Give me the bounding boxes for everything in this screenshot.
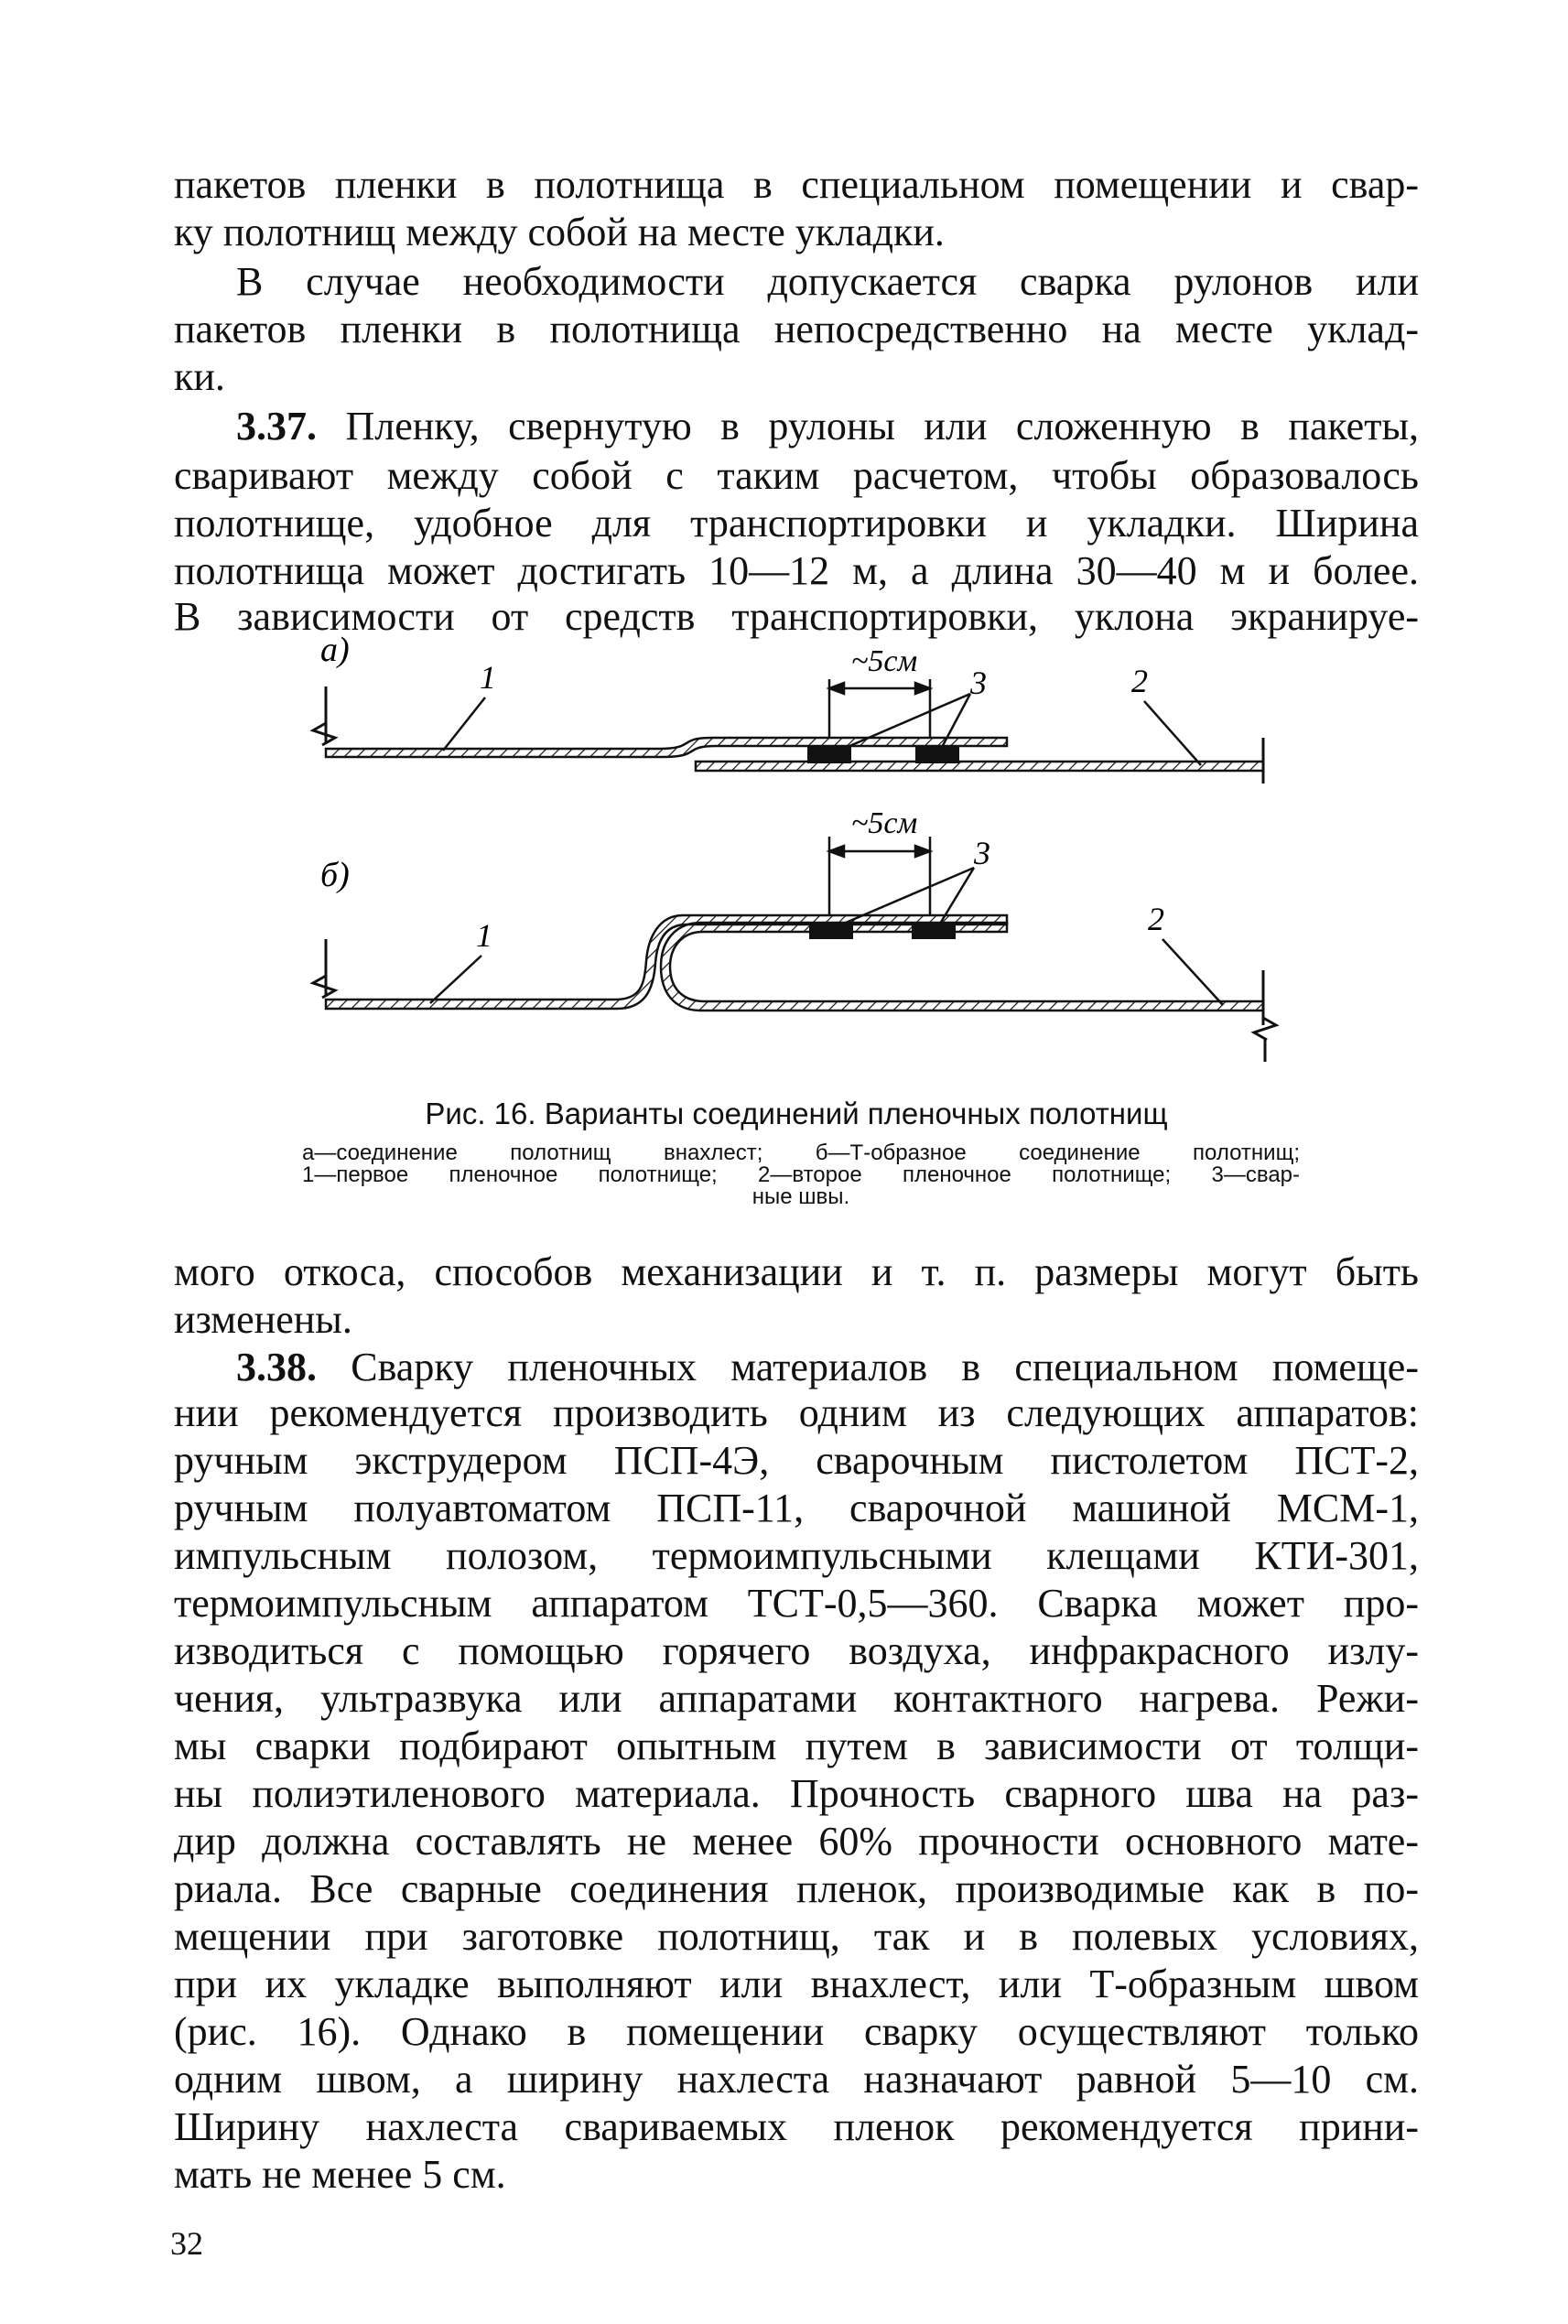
page-number: 32 xyxy=(170,2225,203,2262)
label-b: б) xyxy=(320,856,350,894)
callout-3-b: 3 xyxy=(974,835,990,871)
body-text: Пленку, свернутую в рулоны или сложенную в пакеты, xyxy=(345,404,1420,449)
film-2-a xyxy=(696,762,1263,771)
callout-1-a: 1 xyxy=(480,659,496,696)
weld-seam-b-1 xyxy=(809,923,853,939)
body-line: Ширину нахлеста свариваемых пленок рекомендуется прини- xyxy=(174,2104,1419,2149)
body-line: В случае необходимости допускается сварка рулонов или xyxy=(236,259,1419,304)
paragraph-338-first-line xyxy=(236,1344,1419,1391)
body-line: при их укладке выполняют или внахлест, или Т-образным швом xyxy=(174,1962,1419,2006)
break-mark-right-b xyxy=(1254,970,1276,1062)
callout-2-a: 2 xyxy=(1131,663,1148,699)
body-line: мещении при заготовке полотнищ, так и в полевых условиях, xyxy=(174,1914,1419,1959)
body-line: изводиться с помощью горячего воздуха, инфракрасного излу- xyxy=(174,1628,1419,1673)
label-a: а) xyxy=(320,631,350,669)
break-mark-left-b xyxy=(313,939,335,998)
film-2-b xyxy=(661,923,1263,1011)
body-line: ручным полуавтоматом ПСП-11, сварочной машиной МСМ-1, xyxy=(174,1486,1419,1530)
body-line: импульсным полозом, термоимпульсными клещами КТИ-301, xyxy=(174,1533,1419,1578)
body-line: полотнища может достигать 10—12 м, а длина 30—40 м и более. xyxy=(174,548,1419,593)
dimension-5cm-b xyxy=(829,837,930,915)
body-line: сваривают между собой с таким расчетом, чтобы образовалось xyxy=(174,453,1419,498)
body-line: дир должна составлять не менее 60% прочности основного мате- xyxy=(174,1819,1419,1864)
body-line: (рис. 16). Однако в помещении сварку осуществляют только xyxy=(174,2009,1419,2054)
body-line: пакетов пленки в полотнища непосредственно на месте уклад- xyxy=(174,307,1419,351)
weld-seam-a-2 xyxy=(915,745,959,763)
body-line: одним швом, а ширину нахлеста назначают равной 5—10 см. xyxy=(174,2057,1419,2102)
body-line: риала. Все сварные соединения пленок, производимые как в по- xyxy=(174,1866,1419,1911)
callout-2-b: 2 xyxy=(1148,901,1164,937)
dimension-label-a: ~5см xyxy=(851,644,918,678)
body-line: мого откоса, способов механизации и т. п. размеры могут быть xyxy=(174,1249,1419,1294)
weld-seam-b-2 xyxy=(912,923,956,939)
film-1-a xyxy=(326,738,1007,757)
body-line: термоимпульсным аппаратом ТСТ-0,5—360. Сварка может про- xyxy=(174,1581,1419,1626)
body-line: ку полотнищ между собой на месте укладки. xyxy=(174,210,945,254)
figure-16-diagram xyxy=(302,622,1318,1098)
body-line: В зависимости от средств транспортировки, уклона экранируе- xyxy=(174,594,1419,639)
figure-caption-line: 1—первое пленочное полотнище; 2—второе пленочное полотнище; 3—свар- xyxy=(302,1162,1300,1187)
body-line: пакетов пленки в полотнища в специальном помещении и свар- xyxy=(174,162,1419,207)
callout-1-b: 1 xyxy=(476,917,492,954)
figure-caption-line: а—соединение полотнищ внахлест; б—Т-образное соединение полотнищ; xyxy=(302,1140,1300,1165)
body-line: ны полиэтиленового материала. Прочность сварного шва на раз- xyxy=(174,1771,1419,1816)
dimension-5cm-a xyxy=(829,679,930,738)
dimension-label-b: ~5см xyxy=(851,806,918,840)
body-line: чения, ультразвука или аппаратами контактного нагрева. Режи- xyxy=(174,1676,1419,1721)
body-line: мы сварки подбирают опытным путем в зависимости от толщи- xyxy=(174,1724,1419,1768)
body-line: ки. xyxy=(174,354,225,399)
body-line: полотнище, удобное для транспортировки и укладки. Ширина xyxy=(174,501,1419,546)
callout-3-a: 3 xyxy=(970,665,987,701)
body-line: нии рекомендуется производить одним из следующих аппаратов: xyxy=(174,1390,1419,1435)
paragraph-number: 3.37. xyxy=(236,404,317,449)
body-text: Сварку пленочных материалов в специальном помеще- xyxy=(351,1345,1419,1389)
body-line: изменены. xyxy=(174,1297,352,1342)
figure-caption-line: ные швы. xyxy=(752,1184,850,1209)
figure-caption-title: Рис. 16. Варианты соединений пленочных полотнищ xyxy=(425,1097,1168,1130)
body-line: мать не менее 5 см. xyxy=(174,2152,506,2197)
break-mark-left-a xyxy=(313,686,335,745)
paragraph-337-first-line xyxy=(236,403,1419,450)
paragraph-number: 3.38. xyxy=(236,1345,317,1389)
body-line: ручным экструдером ПСП-4Э, сварочным пистолетом ПСТ-2, xyxy=(174,1438,1419,1483)
